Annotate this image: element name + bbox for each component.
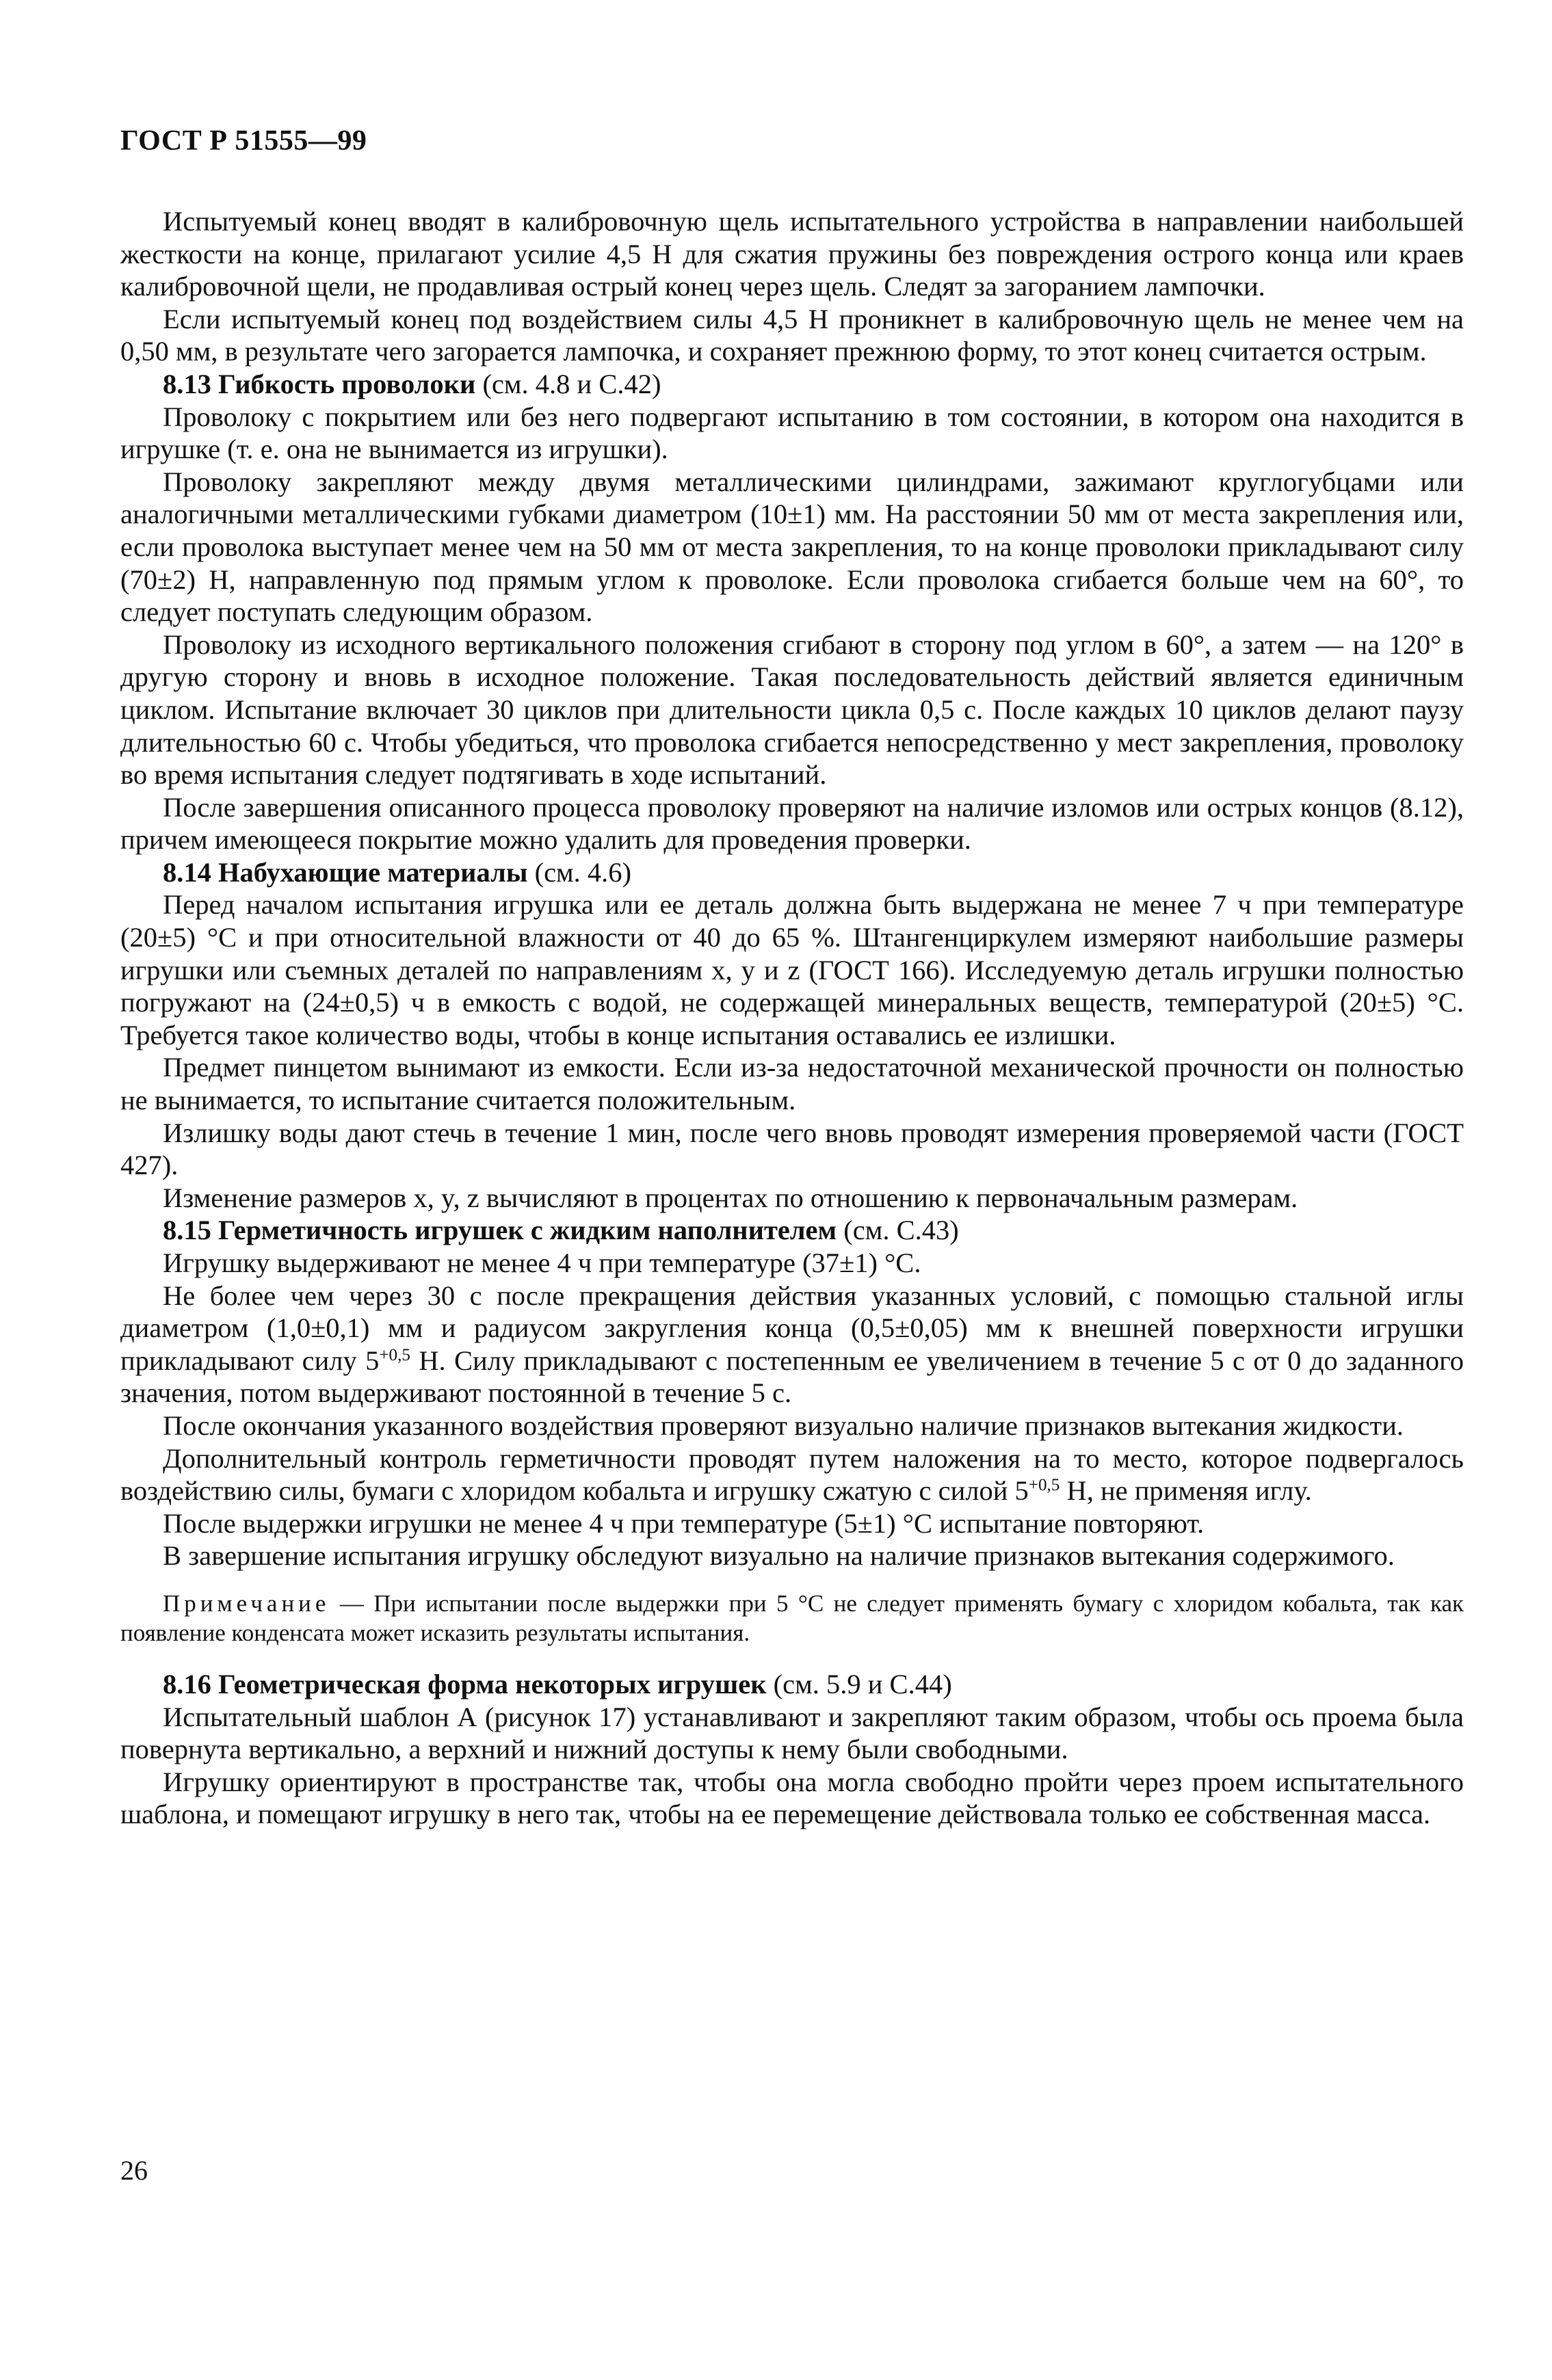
paragraph-text: Не более чем через 30 с после прекращения действия указанных условий, с помощью стальной иглы диаметром (1,0±0,1) мм и радиусом закругления конца (0,5±0,05) мм к внешней поверхности игрушки прикладывают силу 5 [120, 1280, 1464, 1376]
section-title: 8.13 Гибкость проволоки [163, 368, 476, 399]
paragraph-text: Н, не применяя иглу. [1060, 1475, 1312, 1507]
paragraph: Если испытуемый конец под воздействием силы 4,5 Н проникнет в калибровочную щель не менее чем на 0,50 мм, в результате чего загорается лампочка, и сохраняет прежнюю форму, то этот конец считается острым. [120, 303, 1464, 367]
paragraph: После выдержки игрушки не менее 4 ч при температуре (5±1) °С испытание повторяют. [163, 1507, 1205, 1539]
paragraph: Испытательный шаблон А (рисунок 17) устанавливают и закрепляют таким образом, чтобы ось проема была повернута вертикально, а верхний и нижний доступы к нему были свободными. [120, 1701, 1464, 1765]
paragraph: Игрушку ориентируют в пространстве так, чтобы она могла свободно пройти через проем испытательного шаблона, и помещают игрушку в него так, чтобы на ее перемещение действовала только ее собственная масса. [120, 1766, 1464, 1830]
paragraph: Проволоку закрепляют между двумя металлическими цилиндрами, зажимают круглогубцами или аналогичными металлическими губками диаметром (10±1) мм. На расстоянии 50 мм от места закрепления или, если проволока выступает менее чем на 50 мм от места закрепления, то на конце проволоки прикладывают силу (70±2) Н, направленную под прямым углом к проволоке. Если проволока сгибается больше чем на 60°, то следует поступать следующим образом. [120, 466, 1464, 628]
paragraph: Изменение размеров x, y, z вычисляют в процентах по отношению к первоначальным размерам. [163, 1182, 1298, 1213]
paragraph: Игрушку выдерживают не менее 4 ч при температуре (37±1) °С. [163, 1247, 921, 1278]
section-heading-8-15 [120, 1214, 1464, 1247]
paragraph: Излишку воды дают стечь в течение 1 мин, после чего вновь проводят измерения проверяемой части (ГОСТ 427). [120, 1117, 1464, 1181]
page-number: 26 [120, 2155, 148, 2186]
section-heading-8-16 [120, 1668, 1464, 1701]
paragraph-text: Н. Силу прикладывают с постепенным ее увеличением в течение 5 с от 0 до заданного значения, потом выдерживают постоянной в течение 5 с. [120, 1345, 1464, 1409]
paragraph: После окончания указанного воздействия проверяют визуально наличие признаков вытекания жидкости. [163, 1410, 1404, 1441]
paragraph [120, 1280, 1464, 1410]
paragraph-text: Дополнительный контроль герметичности проводят путем наложения на то место, которое подвергалось воздействию силы, бумаги с хлоридом кобальта и игрушку сжатую с силой 5 [120, 1442, 1464, 1507]
document-body [120, 205, 1464, 1831]
tolerance-superscript: +0,5 [1028, 1476, 1060, 1495]
paragraph: Проволоку из исходного вертикального положения сгибают в сторону под углом в 60°, а затем — на 120° в другую сторону и вновь в исходное положение. Такая последовательность действий является единичным циклом. Испытание включает 30 циклов при длительности цикла 0,5 с. После каждых 10 циклов делают паузу длительностью 60 с. Чтобы убедиться, что проволока сгибается непосредственно у мест закрепления, проволоку во время испытания следует подтягивать в ходе испытаний. [120, 629, 1464, 791]
paragraph: В завершение испытания игрушку обследуют визуально на наличие признаков вытекания содержимого. [163, 1540, 1395, 1572]
section-title: 8.14 Набухающие материалы [163, 856, 528, 888]
section-reference: (см. 4.8 и С.42) [475, 368, 661, 399]
document-header: ГОСТ Р 51555—99 [120, 125, 367, 157]
paragraph: Проволоку с покрытием или без него подвергают испытанию в том состоянии, в котором она находится в игрушке (т. е. она не вынимается из игрушки). [120, 401, 1464, 465]
note-text: — При испытании после выдержки при 5 °С не следует применять бумагу с хлоридом кобальта, так как появление конденсата может исказить результаты испытания. [120, 1589, 1464, 1646]
note [120, 1589, 1464, 1648]
paragraph: Перед началом испытания игрушка или ее деталь должна быть выдержана не менее 7 ч при температуре (20±5) °С и при относительной влажности от 40 до 65 %. Штангенциркулем измеряют наибольшие размеры игрушки или съемных деталей по направлениям x, y и z (ГОСТ 166). Исследуемую деталь игрушки полностью погружают на (24±0,5) ч в емкость с водой, не содержащей минеральных веществ, температурой (20±5) °С. Требуется такое количество воды, чтобы в конце испытания оставались ее излишки. [120, 889, 1464, 1050]
section-reference: (см. 5.9 и С.44) [766, 1668, 952, 1700]
section-title: 8.16 Геометрическая форма некоторых игрушек [163, 1668, 767, 1700]
section-reference: (см. С.43) [837, 1215, 959, 1246]
section-heading-8-14 [120, 856, 1464, 889]
section-reference: (см. 4.6) [527, 856, 632, 888]
paragraph: Испытуемый конец вводят в калибровочную щель испытательного устройства в направлении наибольшей жесткости на конце, прилагают усилие 4,5 Н для сжатия пружины без повреждения острого конца или краев калибровочной щели, не продавливая острый конец через щель. Следят за загоранием лампочки. [120, 206, 1464, 302]
section-title: 8.15 Герметичность игрушек с жидким наполнителем [163, 1215, 837, 1246]
section-heading-8-13 [120, 368, 1464, 401]
tolerance-superscript: +0,5 [379, 1345, 410, 1364]
paragraph: После завершения описанного процесса проволоку проверяют на наличие изломов или острых концов (8.12), причем имеющееся покрытие можно удалить для проведения проверки. [120, 791, 1464, 856]
note-label: Примечание [163, 1589, 330, 1617]
paragraph: Предмет пинцетом вынимают из емкости. Если из-за недостаточной механической прочности он полностью не вынимается, то испытание считается положительным. [120, 1052, 1464, 1116]
paragraph [120, 1442, 1464, 1507]
